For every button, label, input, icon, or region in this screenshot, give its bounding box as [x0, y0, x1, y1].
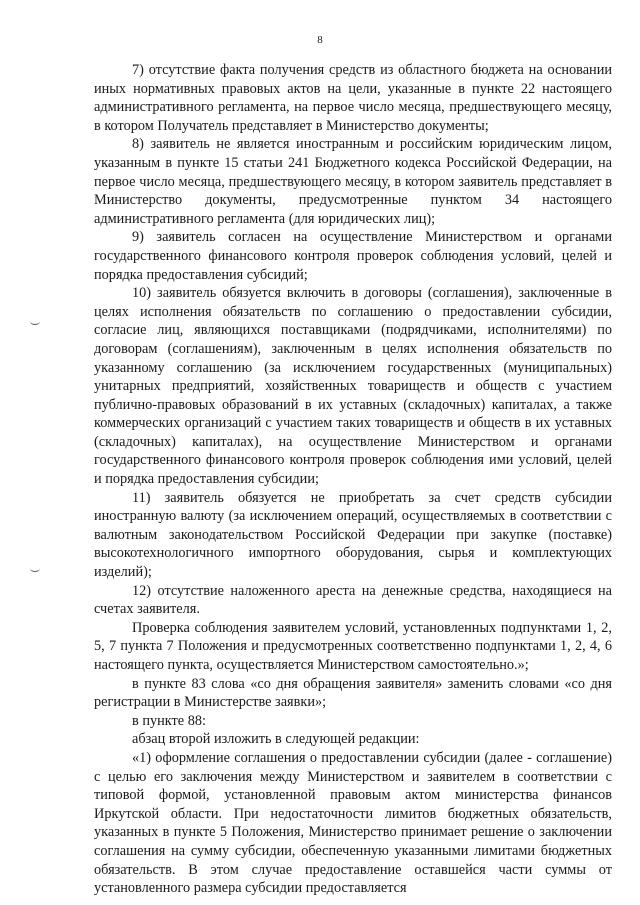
- paragraph: Проверка соблюдения заявителем условий, установленных подпунктами 1, 2, 5, 7 пункта 7 Положения и предусмотренных соответственно подпунктами 1, 2, 4, 6 настоящего пункта, осуществляется Министерством самостоятельно.»;: [94, 619, 612, 673]
- paragraph: абзац второй изложить в следующей редакции:: [132, 731, 420, 748]
- paragraph: 9) заявитель согласен на осуществление Министерством и органами государственного финансового контроля проверок соблюдения условий, целей и порядка предоставления субсидий;: [94, 229, 612, 283]
- paragraph: 12) отсутствие наложенного ареста на денежные средства, находящиеся на счетах заявителя.: [94, 582, 612, 618]
- paragraph: в пункте 83 слова «со дня обращения заявителя» заменить словами «со дня регистрации в Министерстве заявки»;: [94, 675, 612, 711]
- document-body: [94, 61, 612, 898]
- paragraph: «1) оформление соглашения о предоставлении субсидии (далее - соглашение) с целью его заключения между Министерством и заявителем в соответствии с типовой формой, установленной правовым актом министерства финансов Иркутской области. При недостаточности лимитов бюджетных обязательств, указанных в пункте 5 Положения, Министерство принимает решение о заключении соглашения на сумму субсидии, обеспеченную указанными лимитами бюджетных обязательств. В этом случае предоставление оставшейся части суммы от установленного размера субсидии предоставляется: [94, 749, 612, 897]
- margin-mark: [30, 318, 40, 325]
- paragraph: 7) отсутствие факта получения средств из областного бюджета на основании иных нормативных правовых актов на цели, указанные в пункте 22 настоящего административного регламента, на первое число месяца, предшествующего месяцу, в котором Получатель представляет в Министерство документы;: [94, 62, 612, 134]
- paragraph: 8) заявитель не является иностранным и российским юридическим лицом, указанным в пункте 15 статьи 241 Бюджетного кодекса Российской Федерации, на первое число месяца, предшествующего месяцу, в котором заявитель представляет в Министерство документы, предусмотренные пунктом 34 настоящего административного регламента (для юридических лиц);: [94, 136, 612, 227]
- paragraph: в пункте 88:: [132, 712, 206, 729]
- paragraph: 10) заявитель обязуется включить в договоры (соглашения), заключенные в целях исполнения обязательств по соглашению о предоставлении субсидии, согласие лиц, являющихся поставщиками (подрядчиками, исполнителями) по договорам (соглашениям), заключенным в целях исполнения обязательств по указанному соглашению (за исключением государственных (муниципальных) унитарных предприятий, хозяйственных товариществ и обществ с участием публично-правовых образований в их уставных (складочных) капиталах, а также коммерческих организаций с участием таких товариществ и обществ в их уставных (складочных) капиталах), на осуществление Министерством и органами государственного финансового контроля проверок соблюдения ими условий, целей и порядка предоставления субсидии;: [94, 285, 612, 488]
- page-number: 8: [317, 34, 323, 46]
- paragraph: 11) заявитель обязуется не приобретать за счет средств субсидии иностранную валюту (за исключением операций, осуществляемых в соответствии с валютным законодательством Российской Федерации при закупке (поставке) высокотехнологичного импортного оборудования, сырья и комплектующих изделий);: [94, 489, 612, 581]
- margin-mark: [30, 565, 40, 572]
